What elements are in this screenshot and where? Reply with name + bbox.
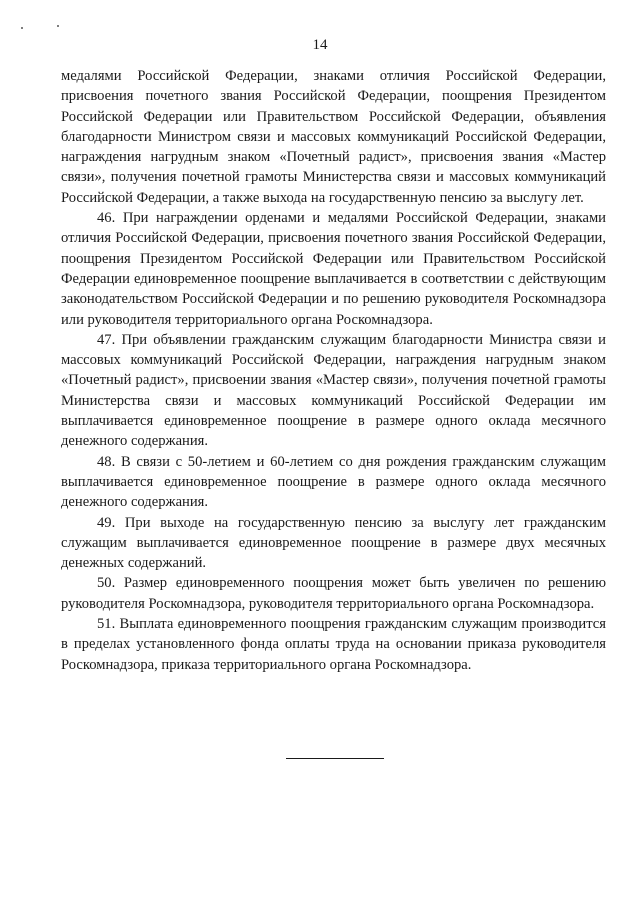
paragraph-47: 47. При объявлении гражданским служащим благодарности Министра связи и массовых коммуникаций Российской Федерации, награждения нагрудным знаком «Почетный радист», присвоении звания «Мастер связи», получения почетной грамоты Министерства связи и массовых коммуникаций Российской Федерации им выплачивается единовременное поощрение в размере одного оклада месячного денежного содержания.	[61, 331, 606, 450]
end-separator-line	[286, 758, 384, 759]
paragraph-49: 49. При выходе на государственную пенсию за выслугу лет гражданским служащим выплачивается единовременное поощрение в размере двух месячных денежных содержаний.	[61, 514, 606, 572]
scan-speck	[57, 25, 59, 27]
paragraph-50: 50. Размер единовременного поощрения может быть увеличен по решению руководителя Роскомнадзора, руководителя территориального органа Роскомнадзора.	[61, 575, 606, 612]
paragraph-51: 51. Выплата единовременного поощрения гражданским служащим производится в пределах установленного фонда оплаты труда на основании приказа руководителя Роскомнадзора, приказа территориального органа Роскомнадзора.	[61, 616, 606, 673]
page-number: 14	[312, 37, 328, 53]
scan-speck	[21, 27, 23, 29]
paragraph-continuation: медалями Российской Федерации, знаками отличия Российской Федерации, присвоения почетного звания Российской Федерации, поощрения Президентом Российской Федерации или Правительством Российской Федерации, объявления благодарности Министром связи и массовых коммуникаций Российской Федерации, награждения нагрудным знаком «Почетный радист», присвоения звания «Мастер связи», получения почетной грамоты Министерства связи и массовых коммуникаций Российской Федерации, а также выхода на государственную пенсию за выслугу лет.	[61, 68, 606, 206]
document-body	[61, 66, 606, 675]
paragraph-48: 48. В связи с 50-летием и 60-летием со дня рождения гражданским служащим выплачивается единовременное поощрение в размере одного оклада месячного денежного содержания.	[61, 453, 606, 511]
paragraph-46: 46. При награждении орденами и медалями Российской Федерации, знаками отличия Российской Федерации, присвоения почетного звания Российской Федерации, поощрения Президентом Российской Федерации или Правительством Российской Федерации единовременное поощрение выплачивается в соответствии с действующим законодательством Российской Федерации и по решению руководителя Роскомнадзора или руководителя территориального органа Роскомнадзора.	[61, 210, 606, 328]
